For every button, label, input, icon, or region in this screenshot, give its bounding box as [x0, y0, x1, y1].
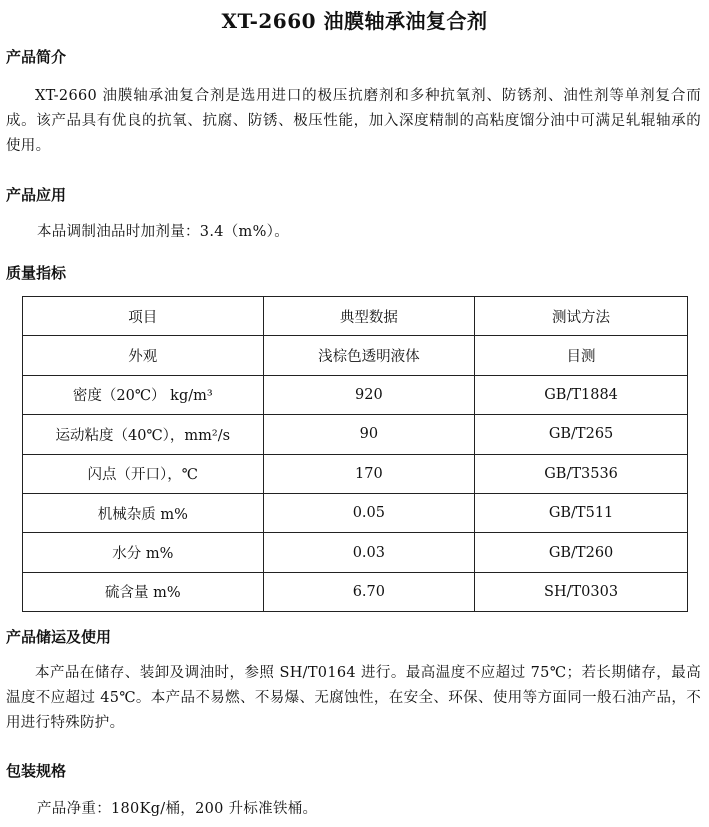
- table-cell-value: 浅棕色透明液体: [263, 336, 475, 375]
- intro-paragraph: XT-2660 油膜轴承油复合剂是选用进口的极压抗磨剂和多种抗氧剂、防锈剂、油性剂等单剂复合而成。该产品具有优良的抗氧、抗腐、防锈、极压性能，加入深度精制的高粘度馏分油中可满足轧辊轴承的使用。: [6, 88, 701, 154]
- storage-paragraph: 本产品在储存、装卸及调油时，参照 SH/T0164 进行。最高温度不应超过 75℃；若长期储存，最高温度不应超过 45℃。本产品不易燃、不易爆、无腐蚀性，在安全、环保、使用等方面同一般石油产品，不用进行特殊防护。: [6, 665, 701, 731]
- table-cell-method: GB/T1884: [475, 375, 688, 414]
- table-header-cell: 项目: [23, 297, 264, 336]
- application-paragraph: 本品调制油品时加剂量：3.4（m%）。: [37, 224, 290, 240]
- table-cell-item: 密度（20℃） kg/m³: [23, 375, 264, 414]
- table-cell-item: 机械杂质 m%: [23, 493, 264, 532]
- heading-quality: 质量指标: [6, 264, 67, 282]
- heading-application: 产品应用: [6, 186, 67, 204]
- packaging-paragraph: 产品净重：180Kg/桶，200 升标准铁桶。: [37, 801, 318, 817]
- table-cell-method: GB/T260: [475, 533, 688, 572]
- table-row: [23, 493, 688, 532]
- table-header-cell: 典型数据: [263, 297, 475, 336]
- heading-storage: 产品储运及使用: [6, 628, 112, 646]
- table-cell-method: GB/T511: [475, 493, 688, 532]
- table-cell-value: 920: [263, 375, 475, 414]
- table-cell-item: 硫含量 m%: [23, 572, 264, 611]
- table-row: [23, 533, 688, 572]
- table-cell-value: 0.03: [263, 533, 475, 572]
- table-row: [23, 375, 688, 414]
- table-cell-value: 90: [263, 415, 475, 454]
- table-cell-value: 6.70: [263, 572, 475, 611]
- table-row: [23, 454, 688, 493]
- heading-intro: 产品简介: [6, 48, 67, 66]
- table-header-row: [23, 297, 688, 336]
- table-row: [23, 415, 688, 454]
- heading-packaging: 包装规格: [6, 762, 67, 780]
- table-cell-item: 运动粘度（40℃），mm²/s: [23, 415, 264, 454]
- table-row: [23, 336, 688, 375]
- table-cell-method: GB/T265: [475, 415, 688, 454]
- table-cell-item: 闪点（开口），℃: [23, 454, 264, 493]
- table-cell-value: 0.05: [263, 493, 475, 532]
- table-cell-method: SH/T0303: [475, 572, 688, 611]
- table-cell-method: 目测: [475, 336, 688, 375]
- table-header-cell: 测试方法: [475, 297, 688, 336]
- document-title: XT-2660 油膜轴承油复合剂: [221, 9, 488, 33]
- quality-spec-table: [22, 296, 688, 612]
- table-cell-value: 170: [263, 454, 475, 493]
- table-row: [23, 572, 688, 611]
- table-cell-method: GB/T3536: [475, 454, 688, 493]
- table-cell-item: 水分 m%: [23, 533, 264, 572]
- table-cell-item: 外观: [23, 336, 264, 375]
